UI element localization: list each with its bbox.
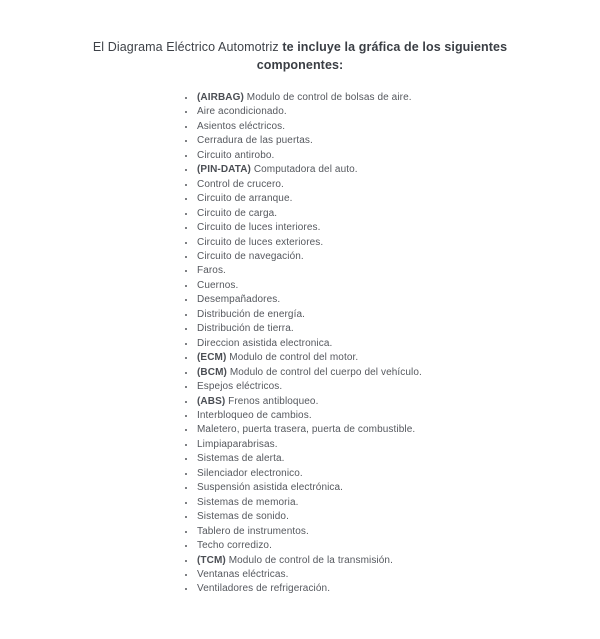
component-list-item — [196, 134, 600, 148]
component-text: Distribución de energía. — [197, 308, 306, 320]
component-text: Techo corredizo. — [197, 540, 272, 552]
component-text: Asientos eléctricos. — [197, 120, 286, 132]
page-title — [60, 39, 540, 74]
component-list-item — [196, 192, 600, 206]
component-list-item — [196, 163, 600, 177]
component-text: Modulo de control del cuerpo del vehículo. — [229, 366, 422, 378]
component-text: Espejos eléctricos. — [197, 381, 283, 393]
component-list-item — [196, 525, 600, 539]
page-title-bold-line1: te incluye la gráfica de los siguientes — [282, 40, 508, 54]
component-text: Desempañadores. — [197, 294, 281, 306]
component-list-item — [196, 236, 600, 250]
component-list-item — [196, 438, 600, 452]
component-text: Cuernos. — [197, 279, 239, 291]
component-list-item — [196, 264, 600, 278]
component-text: Cerradura de las puertas. — [197, 135, 313, 147]
component-list-item — [196, 250, 600, 264]
component-list-item — [196, 395, 600, 409]
component-text: Circuito de arranque. — [197, 193, 293, 205]
component-list-item — [196, 539, 600, 553]
component-list-item — [196, 423, 600, 437]
component-text: Tablero de instrumentos. — [197, 525, 309, 537]
component-text: Computadora del auto. — [253, 164, 358, 176]
component-text: Circuito de luces interiores. — [197, 222, 321, 234]
component-text: Maletero, puerta trasera, puerta de combustible. — [197, 424, 416, 436]
component-list-item — [196, 351, 600, 365]
document-page — [0, 39, 600, 639]
component-text: Ventanas eléctricas. — [197, 568, 289, 580]
component-code: (ABS) — [197, 395, 229, 407]
page-title-bold-line2: componentes: — [256, 57, 344, 72]
component-list-item — [196, 380, 600, 394]
component-list-item — [196, 120, 600, 134]
component-list-item — [196, 293, 600, 307]
component-text: Suspensión asistida electrónica. — [197, 482, 344, 494]
component-list-item — [196, 582, 600, 596]
component-text: Circuito de navegación. — [197, 250, 304, 262]
component-text: Modulo de control de la transmisión. — [228, 554, 393, 566]
component-text: Circuito antirobo. — [197, 149, 275, 161]
component-list-item — [196, 279, 600, 293]
component-code: (AIRBAG) — [197, 92, 247, 103]
component-list-item — [196, 554, 600, 568]
component-text: Modulo de control de bolsas de aire. — [246, 92, 412, 103]
component-text: Circuito de carga. — [197, 207, 278, 219]
component-list-item — [196, 221, 600, 235]
component-text: Frenos antibloqueo. — [228, 395, 319, 407]
component-text: Interbloqueo de cambios. — [197, 409, 312, 421]
component-list-item — [196, 91, 600, 105]
component-list-item — [196, 149, 600, 163]
component-text: Modulo de control del motor. — [229, 352, 359, 364]
component-text: Ventiladores de refrigeración. — [197, 583, 331, 595]
component-code: (PIN-DATA) — [197, 164, 254, 176]
component-text: Sistemas de sonido. — [197, 511, 289, 523]
component-code: (TCM) — [197, 554, 229, 566]
component-text: Control de crucero. — [197, 178, 284, 190]
component-list-item — [196, 105, 600, 119]
components-list — [0, 91, 600, 597]
component-list-item — [196, 467, 600, 481]
component-list-item — [196, 207, 600, 221]
component-text: Direccion asistida electronica. — [197, 337, 333, 349]
component-code: (ECM) — [197, 352, 230, 364]
component-list-item — [196, 452, 600, 466]
component-list-item — [196, 308, 600, 322]
component-list-item — [196, 178, 600, 192]
page-title-regular: El Diagrama Eléctrico Automotriz — [92, 40, 283, 54]
component-text: Distribución de tierra. — [197, 323, 294, 335]
component-text: Circuito de luces exteriores. — [197, 236, 324, 248]
component-list-item — [196, 337, 600, 351]
component-list-item — [196, 568, 600, 582]
component-text: Sistemas de memoria. — [197, 496, 299, 508]
component-list-item — [196, 409, 600, 423]
component-text: Sistemas de alerta. — [197, 453, 285, 465]
component-text: Faros. — [197, 265, 226, 277]
component-text: Aire acondicionado. — [197, 106, 287, 118]
component-list-item — [196, 510, 600, 524]
component-text: Limpiaparabrisas. — [197, 438, 278, 450]
component-list-item — [196, 496, 600, 510]
component-code: (BCM) — [197, 366, 230, 378]
component-list-item — [196, 481, 600, 495]
component-list-item — [196, 322, 600, 336]
component-list-item — [196, 366, 600, 380]
component-text: Silenciador electronico. — [197, 467, 303, 479]
